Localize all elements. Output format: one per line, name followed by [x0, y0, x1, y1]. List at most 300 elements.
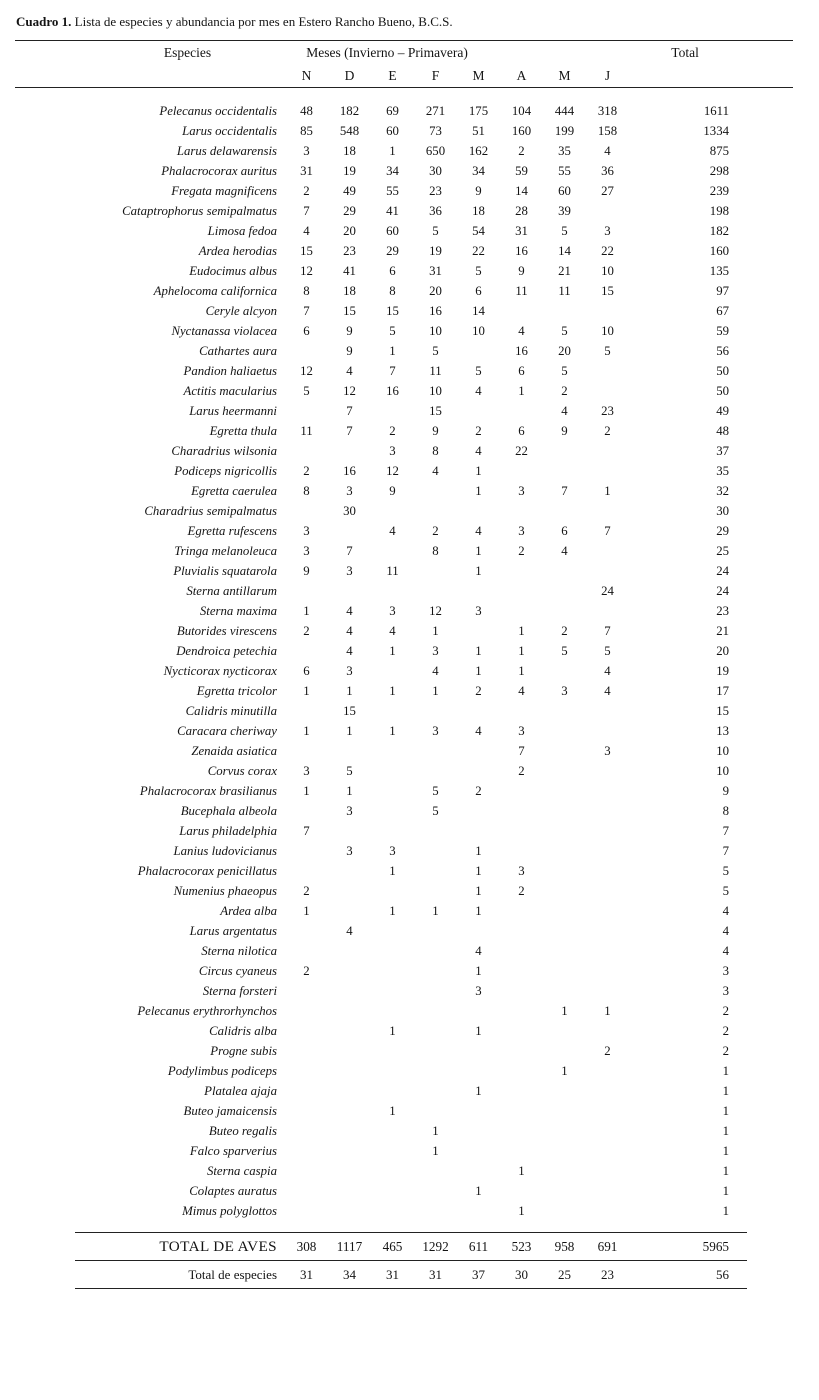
- month-count: 7: [518, 743, 525, 758]
- month-count: 11: [515, 283, 528, 298]
- month-count: 2: [518, 883, 525, 898]
- spacer-cell: [741, 1121, 793, 1141]
- month-count: [457, 1201, 500, 1221]
- month-count: [586, 1121, 629, 1141]
- species-name: Lanius ludovicianus: [173, 843, 277, 858]
- month-count: 7: [561, 483, 568, 498]
- row-total: 1: [722, 1203, 729, 1218]
- row-total: 15: [716, 703, 729, 718]
- spacer-cell: [741, 101, 793, 121]
- month-count: 3: [303, 543, 310, 558]
- spacer-cell: [741, 961, 793, 981]
- total-aves-label: TOTAL DE AVES: [159, 1237, 277, 1255]
- table-row: [15, 281, 793, 301]
- row-total: 298: [709, 163, 729, 178]
- month-count: [586, 1201, 629, 1221]
- row-total: 160: [709, 243, 729, 258]
- month-count: [543, 1121, 586, 1141]
- month-count: 1: [475, 843, 482, 858]
- species-name: Caracara cheriway: [177, 723, 277, 738]
- spacer-cell: [741, 241, 793, 261]
- month-count: [586, 561, 629, 581]
- month-count: 5: [432, 803, 439, 818]
- spacer-cell: [741, 641, 793, 661]
- month-count: 48: [300, 103, 313, 118]
- month-count: [500, 601, 543, 621]
- species-name: Eudocimus albus: [189, 263, 277, 278]
- month-count: [414, 921, 457, 941]
- month-header-a: A: [516, 67, 527, 83]
- month-count: 2: [561, 383, 568, 398]
- month-count: 15: [601, 283, 614, 298]
- month-count: [543, 921, 586, 941]
- month-count: 8: [303, 283, 310, 298]
- month-count: [414, 1101, 457, 1121]
- month-count: 9: [346, 323, 353, 338]
- month-count: [371, 781, 414, 801]
- month-count: 1: [518, 623, 525, 638]
- month-count: 15: [300, 243, 313, 258]
- month-count: 5: [389, 323, 396, 338]
- month-count: 1: [475, 563, 482, 578]
- month-count: 1: [389, 143, 396, 158]
- month-count: [371, 761, 414, 781]
- month-count: 1: [475, 543, 482, 558]
- row-total: 182: [709, 223, 729, 238]
- month-count: 2: [389, 423, 396, 438]
- month-count: 5: [604, 343, 611, 358]
- spacer-cell: [741, 441, 793, 461]
- month-count: [371, 1121, 414, 1141]
- table-row: [15, 1121, 793, 1141]
- spacer-cell: [741, 421, 793, 441]
- month-count: [285, 1021, 328, 1041]
- month-count: 5: [432, 223, 439, 238]
- month-count: 23: [429, 183, 442, 198]
- month-count: 2: [475, 423, 482, 438]
- table-row: [15, 801, 793, 821]
- month-count: [414, 1081, 457, 1101]
- month-count: [543, 501, 586, 521]
- month-count: [586, 381, 629, 401]
- month-count: 2: [604, 1043, 611, 1058]
- row-total: 1: [722, 1063, 729, 1078]
- month-count: [285, 701, 328, 721]
- spacer-cell: [741, 821, 793, 841]
- month-count: [457, 581, 500, 601]
- spacer-cell: [741, 1061, 793, 1081]
- month-count: 4: [604, 143, 611, 158]
- month-count: 15: [429, 403, 442, 418]
- month-count: 308: [296, 1238, 317, 1254]
- month-count: [543, 881, 586, 901]
- month-count: [543, 1041, 586, 1061]
- month-count: [328, 961, 371, 981]
- month-count: 3: [518, 723, 525, 738]
- month-count: [543, 961, 586, 981]
- month-count: [414, 581, 457, 601]
- month-count: 5: [561, 363, 568, 378]
- month-count: 8: [389, 283, 396, 298]
- species-name: Pelecanus erythrorhynchos: [137, 1003, 277, 1018]
- spacer-cell: [741, 981, 793, 1001]
- table-row: [15, 481, 793, 501]
- month-count: 162: [468, 143, 489, 158]
- caption-text: Lista de especies y abundancia por mes en Estero Rancho Bueno, B.C.S.: [74, 14, 453, 29]
- spacer-cell: [15, 64, 285, 87]
- month-count: 37: [472, 1266, 485, 1282]
- month-count: 5: [561, 323, 568, 338]
- month-count: 60: [386, 123, 399, 138]
- month-count: 7: [346, 423, 353, 438]
- table-row: [15, 261, 793, 281]
- table-row: [15, 681, 793, 701]
- month-count: 3: [475, 603, 482, 618]
- row-total: 9: [722, 783, 729, 798]
- species-tbody: [15, 101, 793, 1221]
- month-count: 958: [554, 1238, 575, 1254]
- spacer-cell: [741, 1081, 793, 1101]
- month-count: [457, 1001, 500, 1021]
- month-count: 2: [518, 543, 525, 558]
- table-row: [15, 621, 793, 641]
- month-count: [328, 581, 371, 601]
- species-name: Egretta caerulea: [191, 483, 277, 498]
- month-count: 1: [389, 683, 396, 698]
- month-count: 1: [475, 883, 482, 898]
- spacer-cell: [741, 1201, 793, 1221]
- month-count: [543, 941, 586, 961]
- month-count: 1: [475, 663, 482, 678]
- table-row: [15, 441, 793, 461]
- month-count: [586, 301, 629, 321]
- month-count: [371, 661, 414, 681]
- month-count: [285, 801, 328, 821]
- month-count: 3: [389, 843, 396, 858]
- month-count: 36: [429, 203, 442, 218]
- month-count: 7: [346, 403, 353, 418]
- month-count: 1: [475, 1023, 482, 1038]
- month-count: [543, 701, 586, 721]
- month-count: 2: [303, 963, 310, 978]
- spacer-cell: [741, 1021, 793, 1041]
- month-count: [500, 781, 543, 801]
- spacer-cell: [741, 301, 793, 321]
- month-count: 11: [429, 363, 442, 378]
- table-row: [15, 941, 793, 961]
- month-count: 15: [343, 303, 356, 318]
- month-count: 5: [475, 263, 482, 278]
- spacer-cell: [741, 361, 793, 381]
- month-count: [543, 1141, 586, 1161]
- species-name: Egretta thula: [209, 423, 277, 438]
- month-count: 22: [472, 243, 485, 258]
- spacer-cell: [741, 261, 793, 281]
- row-total: 67: [716, 303, 729, 318]
- month-count: 1: [303, 783, 310, 798]
- species-name: Cataptrophorus semipalmatus: [122, 203, 277, 218]
- month-count: 5: [475, 363, 482, 378]
- month-count: 3: [303, 763, 310, 778]
- month-count: 28: [515, 203, 528, 218]
- month-count: [586, 781, 629, 801]
- month-count: 1: [561, 1003, 568, 1018]
- species-name: Sterna antillarum: [186, 583, 277, 598]
- month-count: 3: [432, 723, 439, 738]
- month-count: [543, 901, 586, 921]
- month-count: [328, 1061, 371, 1081]
- month-count: [371, 1041, 414, 1061]
- month-header-n: N: [301, 67, 312, 83]
- month-count: [500, 401, 543, 421]
- month-count: 1117: [336, 1238, 363, 1254]
- month-count: 1: [389, 863, 396, 878]
- month-count: 31: [515, 223, 528, 238]
- spacer-cell: [741, 1001, 793, 1021]
- species-name: Sterna maxima: [199, 603, 277, 618]
- month-count: [414, 761, 457, 781]
- month-count: [543, 561, 586, 581]
- spacer-cell: [741, 64, 793, 87]
- month-count: 30: [343, 503, 356, 518]
- month-count: 1: [518, 383, 525, 398]
- spacer-cell: [741, 621, 793, 641]
- month-count: [328, 881, 371, 901]
- month-count: [285, 501, 328, 521]
- month-count: 3: [518, 523, 525, 538]
- species-name: Sterna nilotica: [201, 943, 277, 958]
- month-count: 1: [346, 723, 353, 738]
- month-count: [414, 841, 457, 861]
- month-count: 22: [515, 443, 528, 458]
- month-count: 9: [475, 183, 482, 198]
- month-count: 34: [343, 1266, 356, 1282]
- month-count: [500, 1001, 543, 1021]
- month-count: [328, 1041, 371, 1061]
- month-count: [586, 921, 629, 941]
- month-count: [543, 741, 586, 761]
- spacer-cell: [741, 381, 793, 401]
- month-count: [414, 1181, 457, 1201]
- spacer-cell: [741, 901, 793, 921]
- header-table: [15, 41, 793, 87]
- row-total: 5: [722, 883, 729, 898]
- month-count: [328, 941, 371, 961]
- month-count: [371, 981, 414, 1001]
- month-count: [371, 401, 414, 421]
- month-count: 60: [386, 223, 399, 238]
- table-row: [15, 1081, 793, 1101]
- month-count: 55: [386, 183, 399, 198]
- month-count: 1: [303, 683, 310, 698]
- month-count: [500, 701, 543, 721]
- month-count: 4: [561, 403, 568, 418]
- month-count: 15: [343, 703, 356, 718]
- row-total: 37: [716, 443, 729, 458]
- month-count: 1: [604, 1003, 611, 1018]
- row-total: 7: [722, 823, 729, 838]
- row-total: 29: [716, 523, 729, 538]
- month-count: 11: [386, 563, 399, 578]
- month-count: 69: [386, 103, 399, 118]
- row-total: 19: [716, 663, 729, 678]
- month-count: 59: [515, 163, 528, 178]
- row-total: 10: [716, 763, 729, 778]
- month-count: [285, 401, 328, 421]
- month-count: [543, 781, 586, 801]
- month-count: 4: [475, 943, 482, 958]
- month-count: [586, 1081, 629, 1101]
- month-count: 611: [468, 1238, 489, 1254]
- month-count: 3: [303, 523, 310, 538]
- table-row: [15, 1181, 793, 1201]
- month-count: [371, 1061, 414, 1081]
- species-name: Calidris alba: [209, 1023, 277, 1038]
- row-total: 50: [716, 383, 729, 398]
- month-count: [285, 1001, 328, 1021]
- month-count: [500, 581, 543, 601]
- month-count: 1: [432, 1143, 439, 1158]
- month-count: 1: [346, 783, 353, 798]
- month-count: 18: [343, 143, 356, 158]
- month-count: [586, 981, 629, 1001]
- row-total: 56: [716, 1266, 729, 1282]
- month-count: 14: [558, 243, 571, 258]
- month-count: 11: [558, 283, 571, 298]
- row-total: 8: [722, 803, 729, 818]
- spacer-cell: [741, 681, 793, 701]
- table-caption: [15, 8, 805, 40]
- month-count: 5: [303, 383, 310, 398]
- month-count: [543, 1021, 586, 1041]
- month-count: 465: [382, 1238, 403, 1254]
- month-count: [500, 961, 543, 981]
- month-count: [543, 301, 586, 321]
- month-count: [543, 861, 586, 881]
- table-row: [15, 161, 793, 181]
- species-name: Charadrius wilsonia: [171, 443, 277, 458]
- month-count: 6: [303, 323, 310, 338]
- row-total: 4: [722, 903, 729, 918]
- species-name: Cathartes aura: [199, 343, 277, 358]
- month-count: [500, 981, 543, 1001]
- month-count: 8: [432, 543, 439, 558]
- month-count: 4: [604, 683, 611, 698]
- table-row: [15, 341, 793, 361]
- row-total: 10: [716, 743, 729, 758]
- month-count: 10: [429, 383, 442, 398]
- month-count: 10: [601, 323, 614, 338]
- caption-label: Cuadro 1.: [16, 14, 72, 29]
- month-count: 16: [515, 243, 528, 258]
- month-count: [543, 581, 586, 601]
- month-count: [371, 821, 414, 841]
- species-name: Fregata magnificens: [171, 183, 277, 198]
- month-count: [543, 981, 586, 1001]
- header-row-months: [15, 64, 793, 87]
- month-count: [285, 921, 328, 941]
- table-row: [15, 661, 793, 681]
- month-count: [586, 201, 629, 221]
- month-count: 25: [558, 1266, 571, 1282]
- month-count: [328, 1081, 371, 1101]
- month-count: [543, 661, 586, 681]
- month-count: [457, 401, 500, 421]
- month-count: 10: [601, 263, 614, 278]
- month-count: [457, 761, 500, 781]
- month-count: 10: [472, 323, 485, 338]
- month-count: 271: [425, 103, 446, 118]
- month-count: [500, 941, 543, 961]
- month-count: 7: [303, 203, 310, 218]
- bottom-rule: [75, 1288, 747, 1289]
- row-total: 1611: [703, 103, 729, 118]
- month-count: 4: [604, 663, 611, 678]
- total-especies-label: Total de especies: [188, 1266, 277, 1282]
- table-row: [15, 641, 793, 661]
- month-count: [285, 1061, 328, 1081]
- month-header-j: J: [604, 67, 611, 83]
- month-count: 3: [303, 143, 310, 158]
- month-count: [414, 1161, 457, 1181]
- species-name: Bucephala albeola: [180, 803, 277, 818]
- species-name: Podylimbus podiceps: [167, 1063, 277, 1078]
- month-count: 1: [389, 643, 396, 658]
- month-count: [586, 721, 629, 741]
- month-count: 1: [561, 1063, 568, 1078]
- row-total: 1: [722, 1163, 729, 1178]
- month-count: [543, 721, 586, 741]
- month-count: 1: [518, 663, 525, 678]
- month-count: [543, 1201, 586, 1221]
- month-count: [586, 841, 629, 861]
- month-count: [371, 1081, 414, 1101]
- month-count: [457, 1041, 500, 1061]
- month-count: [328, 821, 371, 841]
- spacer-cell: [741, 501, 793, 521]
- month-count: 12: [386, 463, 399, 478]
- spacer-cell: [741, 1233, 793, 1260]
- species-name: Nyctanassa violacea: [171, 323, 277, 338]
- spacer-cell: [741, 1041, 793, 1061]
- month-count: 20: [558, 343, 571, 358]
- month-count: [328, 1141, 371, 1161]
- month-count: 9: [561, 423, 568, 438]
- row-total: 198: [709, 203, 729, 218]
- month-count: [500, 801, 543, 821]
- spacer-cell: [741, 841, 793, 861]
- month-count: 4: [475, 443, 482, 458]
- month-header-e: E: [388, 67, 397, 83]
- month-count: 175: [468, 103, 489, 118]
- month-count: [285, 1101, 328, 1121]
- species-name: Platalea ajaja: [204, 1083, 277, 1098]
- month-count: 31: [429, 1266, 442, 1282]
- row-total: 1: [722, 1083, 729, 1098]
- month-count: [414, 1061, 457, 1081]
- month-count: 9: [346, 343, 353, 358]
- row-total: 5: [722, 863, 729, 878]
- month-count: 4: [432, 663, 439, 678]
- month-count: [457, 1141, 500, 1161]
- month-count: 11: [300, 423, 313, 438]
- month-count: [414, 1041, 457, 1061]
- row-total: 2: [722, 1023, 729, 1038]
- month-count: 9: [432, 423, 439, 438]
- month-count: [371, 801, 414, 821]
- month-count: 7: [346, 543, 353, 558]
- table-row: [15, 761, 793, 781]
